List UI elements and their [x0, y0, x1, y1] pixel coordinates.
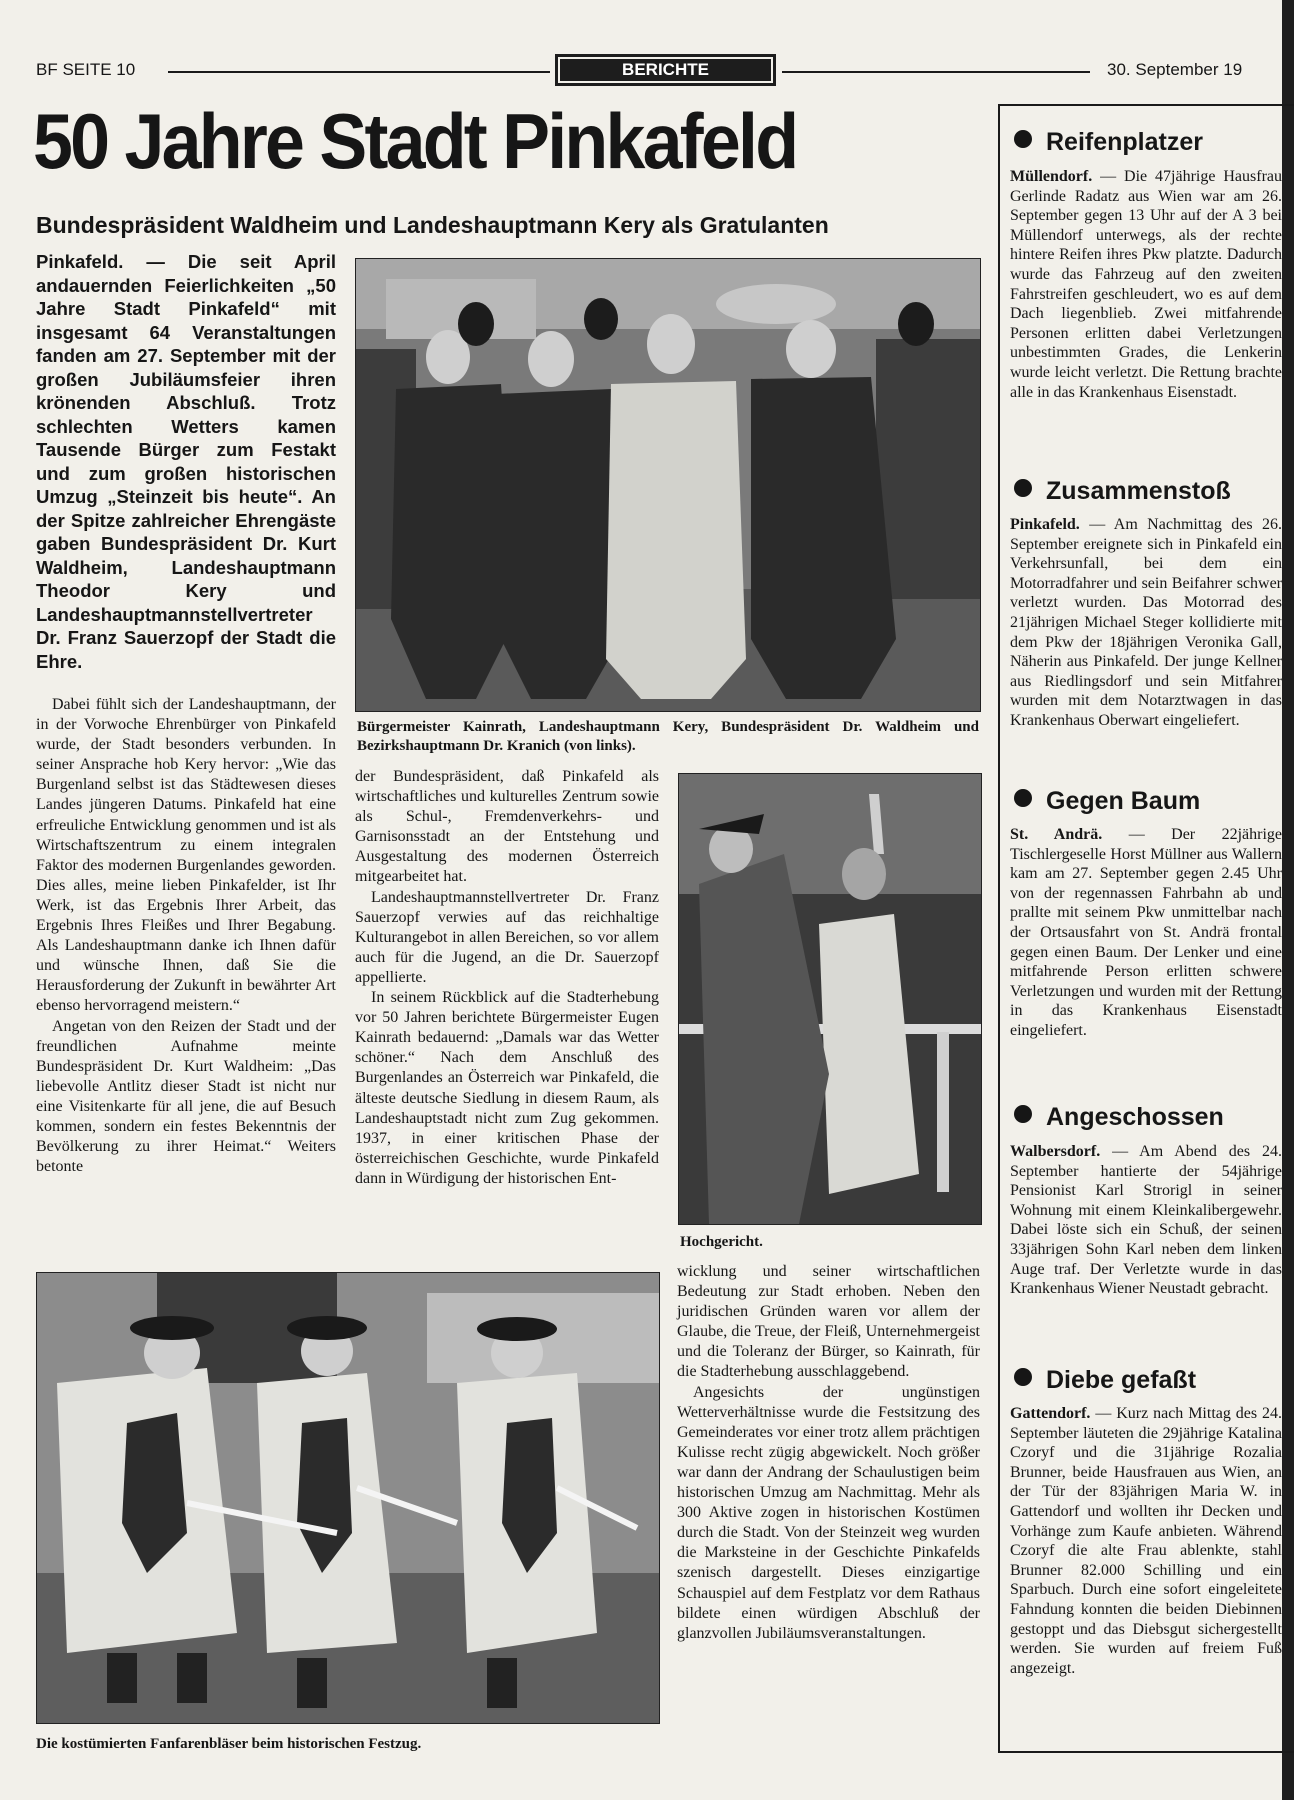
caption-officials: Bürgermeister Kainrath, Landeshauptmann Kery, Bundespräsident Dr. Waldheim und Bezirkshauptmann Dr. Kranich (von links). [357, 719, 979, 754]
sidebar-story [1010, 167, 1282, 402]
sidebar-heading: Angeschossen [1014, 1103, 1224, 1132]
sidebar-heading: Gegen Baum [1014, 787, 1200, 816]
sidebar-heading: Reifenplatzer [1014, 128, 1203, 157]
sidebar-heading: Zusammenstoß [1014, 477, 1231, 506]
bullet-icon [1014, 130, 1032, 148]
article-subheadline: Bundespräsident Waldheim und Landeshauptmann Kery als Gratulanten [36, 212, 829, 238]
bullet-icon [1014, 479, 1032, 497]
article-column-1 [36, 695, 336, 1177]
article-headline: 50 Jahre Stadt Pinkafeld [33, 97, 797, 185]
story-place: Pinkafeld. [1010, 516, 1080, 533]
article-column-2 [355, 767, 659, 1189]
column-3-paragraph: wicklung und seiner wirtschaftlichen Bedeutung zur Stadt erhoben. Neben den juridischen Gründen waren vor allem der Glaube, die Treue, der Fleiß, Unternehmergeist und die Toleranz der Bürger, so Kainrath, für die Stadterhebung ausschlaggebend. [677, 1263, 980, 1381]
sidebar-heading: Diebe gefaßt [1014, 1366, 1196, 1395]
issue-date: 30. September 19 [1107, 60, 1243, 79]
section-tag: BERICHTE [555, 54, 776, 86]
bullet-icon [1014, 1105, 1032, 1123]
bullet-icon [1014, 789, 1032, 807]
story-text: — Am Nachmittag des 26. September ereignete sich in Pinkafeld ein Verkehrsunfall, bei dem ein Motorradfahrer und sein Beifahrer schwer verletzt wurden. Das Motorrad des 21jährigen Michael Steger kollidierte mit dem Pkw der 18jährigen Veronika Gall, Näherin aus Pinkafeld. Der junge Kellner aus Riedlingsdorf und sein Mitfahrer wurden mit dem Notarztwagen in das Krankenhaus Oberwart eingeliefert. [1010, 516, 1282, 729]
story-text: — Die 47jährige Hausfrau Gerlinde Radatz aus Wien war am 26. September gegen 13 Uhr auf der A 3 bei Müllendorf unterwegs, als der rechte hintere Reifen ihres Pkw platzte. Dadurch wurde das Fahrzeug auf den zweiten Fahrstreifen geschleudert, wo es auf dem Dach liegenblieb. Zwei mitfahrende Personen erlitten dabei Verletzungen unbestimmten Grades, die Lenkerin wurde leicht verletzt. Die Rettung brachte alle in das Krankenhaus Eisenstadt. [1010, 168, 1282, 401]
header-rule-right [782, 71, 1090, 73]
article-lead: Pinkafeld. — Die seit April andauernden Feierlichkeiten „50 Jahre Stadt Pinkafeld“ mit insgesamt 64 Veranstaltungen fanden am 27. September mit der großen Jubiläumsfeier ihren krönenden Abschluß. Trotz schlechten Wetters kamen Tausende Bürger zum Festakt und zum großen historischen Umzug „Steinzeit bis heute“. An der Spitze zahlreicher Ehrengäste gaben Bundespräsident Dr. Kurt Waldheim, Landeshauptmann Theodor Kery und Landeshauptmannstellvertreter Dr. Franz Sauerzopf der Stadt die Ehre. [36, 251, 336, 672]
column-3-paragraph: Angesichts der ungünstigen Wetterverhältnisse wurde die Festsitzung des Gemeinderates vor einer trotz allem prächtigen Kulisse recht zügig abgewickelt. Noch größer war dann der Andrang der Schaulustigen beim historischen Umzug am Nachmittag. Mehr als 300 Aktive zogen in historischen Kostümen durch die Stadt. Von der Steinzeit weg wurden die Marksteine in der Geschichte Pinkafelds szenisch dargestellt. Dieses einzigartige Schauspiel auf dem Festplatz vor dem Rathaus bildete einen würdigen Abschluß der glanzvollen Jubiläumsveranstaltungen. [677, 1383, 980, 1642]
bullet-icon [1014, 1368, 1032, 1386]
column-1-paragraph: Angetan von den Reizen der Stadt und der freundlichen Aufnahme meinte Bundespräsident Dr. Kurt Waldheim: „Das liebevolle Antlitz dieser Stadt ist nicht nur eine Visitenkarte für all jene, die auf Besuch kommen, sondern ein festes Bekenntnis der Bevölkerung zu ihrer Heimat.“ Weiters betonte [36, 1017, 336, 1176]
column-2-paragraph: In seinem Rückblick auf die Stadterhebung vor 50 Jahren berichtete Bürgermeister Eugen Kainrath bedauernd: „Damals war das Wetter schöner.“ Nach dem Anschluß des Burgenlandes an Österreich war Pinkafeld, die älteste deutsche Siedlung in diesem Raum, als Landeshauptstadt nicht zum Zug gekommen. 1937, in einer kritischen Phase der österreichischen Geschichte, wurde Pinkafeld dann in Würdigung der historischen Ent- [355, 989, 659, 1187]
story-place: St. Andrä. [1010, 826, 1103, 843]
caption-fanfare: Die kostümierten Fanfarenbläser beim historischen Festzug. [36, 1736, 422, 1752]
sidebar-story [1010, 825, 1282, 1041]
photo-gallows [678, 773, 982, 1225]
story-place: Walbersdorf. [1010, 1143, 1101, 1160]
header-rule-left [168, 71, 550, 73]
column-2-paragraph: Landeshauptmannstellvertreter Dr. Franz Sauerzopf verwies auf das reichhaltige Kulturangebot in allen Bereichen, so vor allem auch für die Jugend, an die Dr. Sauerzopf appellierte. [355, 888, 659, 986]
column-2-paragraph: der Bundespräsident, daß Pinkafeld als wirtschaftliches und kulturelles Zentrum sowie als Schul-, Fremdenverkehrs- und Garnisonsstadt an der Entstehung und Ausgestaltung des modernen Österreich mitgearbeitet hat. [355, 768, 659, 886]
photo-officials [355, 258, 981, 712]
photo-fanfare [36, 1272, 660, 1724]
sidebar-story [1010, 515, 1282, 731]
sidebar-story [1010, 1404, 1282, 1678]
story-text: — Am Abend des 24. September hantierte der 54jährige Pensionist Karl Strorigl in seiner Wohnung mit einem Kleinkalibergewehr. Dabei löste sich ein Schuß, der seinen 33jährigen Sohn Karl neben dem linken Auge traf. Der Verletzte wurde in das Krankenhaus Wiener Neustadt gebracht. [1010, 1143, 1282, 1298]
page-label: BF SEITE 10 [36, 60, 136, 79]
column-1-paragraph: Dabei fühlt sich der Landeshauptmann, der in der Vorwoche Ehrenbürger von Pinkafeld wurde, der Stadt besonders verbunden. In seiner Ansprache hob Kery hervor: „Wie das Burgenland selbst ist das Städtewesen dieses Landes jüngeren Datums. Pinkafeld hat eine erfreuliche Entwicklung genommen und ist als Wirtschaftszentrum zu einem integralen Faktor des modernen Burgenlandes geworden. Dies alles, meine lieben Pinkafelder, ist Ihr Werk, ist das Ergebnis Ihrer Arbeit, das Ergebnis Ihres Fleißes und Ihrer Begabung. Als Landeshauptmann danke ich Ihnen dafür und wünsche Ihnen, daß Sie die Herausforderung der Zukunft in bewährter Art ebenso hervorragend meistern.“ [36, 696, 336, 1015]
caption-gallows: Hochgericht. [680, 1234, 763, 1250]
article-column-3 [677, 1262, 980, 1644]
story-text: — Kurz nach Mittag des 24. September läuteten die 29jährige Katalina Czoryf und die 31jährige Rozalia Brunner, beide Hausfrauen aus Wien, an der Tür der 83jährigen Maria W. in Gattendorf und wollten ihr Decken und Vorhänge zum Kaufe anbieten. Während Czoryf die alte Frau ablenkte, stahl Brunner 82.000 Schilling und ein Sparbuch. Durch eine sofort eingeleitete Fahndung konnten die beiden Diebinnen gestoppt und das Diebsgut sichergestellt werden. Sie wurden auf freiem Fuß angezeigt. [1010, 1405, 1282, 1677]
sidebar-story [1010, 1142, 1282, 1299]
story-text: — Der 22jährige Tischlergeselle Horst Müllner aus Wallern kam am 27. September gegen 2.45 Uhr von der regennassen Fahrbahn ab und prallte mit seinem Pkw unmittelbar nach der Ortsausfahrt von St. Andrä frontal gegen einen Baum. Der Lenker und eine mitfahrende Person erlitten schwere Verletzungen und wurden mit der Rettung in das Krankenhaus Eisenstadt eingeliefert. [1010, 826, 1283, 1039]
story-place: Müllendorf. [1010, 168, 1093, 185]
story-place: Gattendorf. [1010, 1405, 1091, 1422]
